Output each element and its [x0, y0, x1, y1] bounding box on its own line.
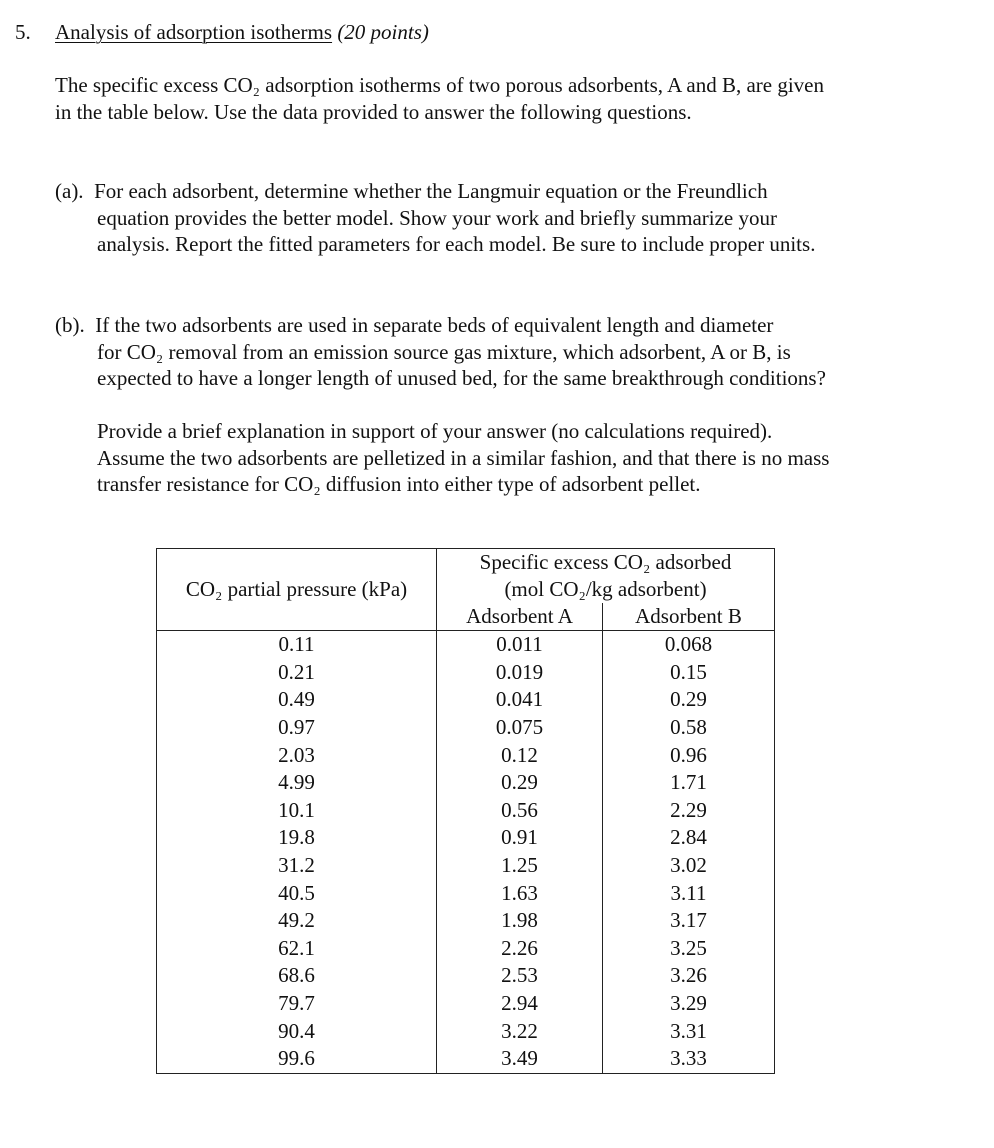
- pressure-cell: 49.2: [157, 907, 437, 935]
- pressure-column-header: CO₂ partial pressure (kPa): [157, 549, 437, 631]
- adsorbent-b-cell: 2.84: [603, 824, 775, 852]
- adsorbent-a-cell: 0.075: [437, 714, 603, 742]
- pressure-cell: 10.1: [157, 797, 437, 825]
- table-row: [157, 907, 775, 935]
- part-a-line: analysis. Report the fitted parameters for each model. Be sure to include proper units.: [97, 232, 816, 256]
- part-b-line: If the two adsorbents are used in separate beds of equivalent length and diameter: [95, 313, 774, 337]
- adsorbent-b-cell: 3.33: [603, 1045, 775, 1073]
- isotherm-data-table: [156, 548, 775, 1074]
- table-body: [157, 631, 775, 1074]
- adsorbent-a-cell: 1.25: [437, 852, 603, 880]
- pressure-cell: 0.21: [157, 659, 437, 687]
- adsorbent-a-cell: 0.041: [437, 686, 603, 714]
- adsorbent-a-cell: 2.53: [437, 962, 603, 990]
- pressure-cell: 19.8: [157, 824, 437, 852]
- pressure-cell: 2.03: [157, 741, 437, 769]
- intro-line: The specific excess CO₂ adsorption isotherms of two porous adsorbents, A and B, are given: [55, 73, 825, 97]
- pressure-cell: 31.2: [157, 852, 437, 880]
- table-row: [157, 769, 775, 797]
- intro-line: in the table below. Use the data provided to answer the following questions.: [55, 99, 692, 124]
- table-row: [157, 1017, 775, 1045]
- table-row: [157, 990, 775, 1018]
- table-row: [157, 686, 775, 714]
- adsorbent-a-cell: 0.29: [437, 769, 603, 797]
- adsorbent-a-cell: 0.56: [437, 797, 603, 825]
- part-b-explanation: [97, 418, 829, 498]
- pressure-cell: 68.6: [157, 962, 437, 990]
- part-a-line: For each adsorbent, determine whether the Langmuir equation or the Freundlich: [94, 179, 768, 203]
- pressure-cell: 79.7: [157, 990, 437, 1018]
- pressure-cell: 99.6: [157, 1045, 437, 1073]
- adsorbent-b-cell: 3.11: [603, 879, 775, 907]
- adsorbed-header-line-1: Specific excess CO₂ adsorbed: [479, 550, 732, 574]
- adsorbent-b-cell: 0.068: [603, 631, 775, 659]
- adsorbent-b-cell: 1.71: [603, 769, 775, 797]
- adsorbed-column-group-header: [437, 549, 775, 604]
- table-row: [157, 741, 775, 769]
- adsorbent-a-cell: 0.91: [437, 824, 603, 852]
- adsorbent-b-cell: 0.96: [603, 741, 775, 769]
- table-row: [157, 879, 775, 907]
- pressure-cell: 62.1: [157, 935, 437, 963]
- adsorbed-header-line-2: (mol CO₂/kg adsorbent): [504, 577, 707, 601]
- pressure-cell: 40.5: [157, 879, 437, 907]
- adsorbent-a-header: Adsorbent A: [437, 603, 603, 631]
- table-row: [157, 714, 775, 742]
- table-row: [157, 659, 775, 687]
- table-row: [157, 797, 775, 825]
- table-row: [157, 962, 775, 990]
- adsorbent-b-cell: 3.17: [603, 907, 775, 935]
- adsorbent-a-cell: 2.26: [437, 935, 603, 963]
- adsorbent-a-cell: 3.22: [437, 1017, 603, 1045]
- adsorbent-b-cell: 3.02: [603, 852, 775, 880]
- adsorbent-b-cell: 0.58: [603, 714, 775, 742]
- adsorbent-a-cell: 3.49: [437, 1045, 603, 1073]
- pressure-cell: 0.97: [157, 714, 437, 742]
- part-b-explanation-line: transfer resistance for CO₂ diffusion into either type of adsorbent pellet.: [97, 472, 701, 496]
- adsorbent-b-cell: 2.29: [603, 797, 775, 825]
- adsorbent-b-cell: 3.29: [603, 990, 775, 1018]
- part-b-label: (b).: [55, 313, 85, 337]
- table-row: [157, 1045, 775, 1073]
- table-row: [157, 631, 775, 659]
- part-a: [55, 178, 815, 258]
- part-a-label: (a).: [55, 179, 84, 203]
- question-points: (20 points): [337, 20, 429, 44]
- table-row: [157, 824, 775, 852]
- pressure-cell: 0.11: [157, 631, 437, 659]
- part-b: [55, 312, 826, 392]
- pressure-cell: 0.49: [157, 686, 437, 714]
- adsorbent-b-cell: 3.25: [603, 935, 775, 963]
- question-title-text: Analysis of adsorption isotherms: [55, 20, 333, 44]
- adsorbent-b-cell: 3.26: [603, 962, 775, 990]
- adsorbent-a-cell: 0.12: [437, 741, 603, 769]
- question-title: [55, 19, 429, 46]
- adsorbent-a-cell: 1.98: [437, 907, 603, 935]
- adsorbent-b-header: Adsorbent B: [603, 603, 775, 631]
- adsorbent-a-cell: 0.011: [437, 631, 603, 659]
- part-a-line: equation provides the better model. Show your work and briefly summarize your: [97, 205, 777, 230]
- part-b-explanation-line: Assume the two adsorbents are pelletized in a similar fashion, and that there is no mass: [97, 445, 830, 470]
- part-b-line: expected to have a longer length of unused bed, for the same breakthrough conditions?: [97, 366, 826, 390]
- adsorbent-a-cell: 1.63: [437, 879, 603, 907]
- part-b-explanation-line: Provide a brief explanation in support of your answer (no calculations required).: [97, 419, 773, 443]
- pressure-cell: 90.4: [157, 1017, 437, 1045]
- adsorbent-b-cell: 0.29: [603, 686, 775, 714]
- adsorbent-b-cell: 3.31: [603, 1017, 775, 1045]
- adsorbent-a-cell: 2.94: [437, 990, 603, 1018]
- question-number: 5.: [15, 20, 31, 44]
- intro-paragraph: [55, 72, 824, 125]
- part-b-line: for CO₂ removal from an emission source gas mixture, which adsorbent, A or B, is: [97, 339, 791, 364]
- table-row: [157, 852, 775, 880]
- adsorbent-b-cell: 0.15: [603, 659, 775, 687]
- table-row: [157, 935, 775, 963]
- adsorbent-a-cell: 0.019: [437, 659, 603, 687]
- pressure-cell: 4.99: [157, 769, 437, 797]
